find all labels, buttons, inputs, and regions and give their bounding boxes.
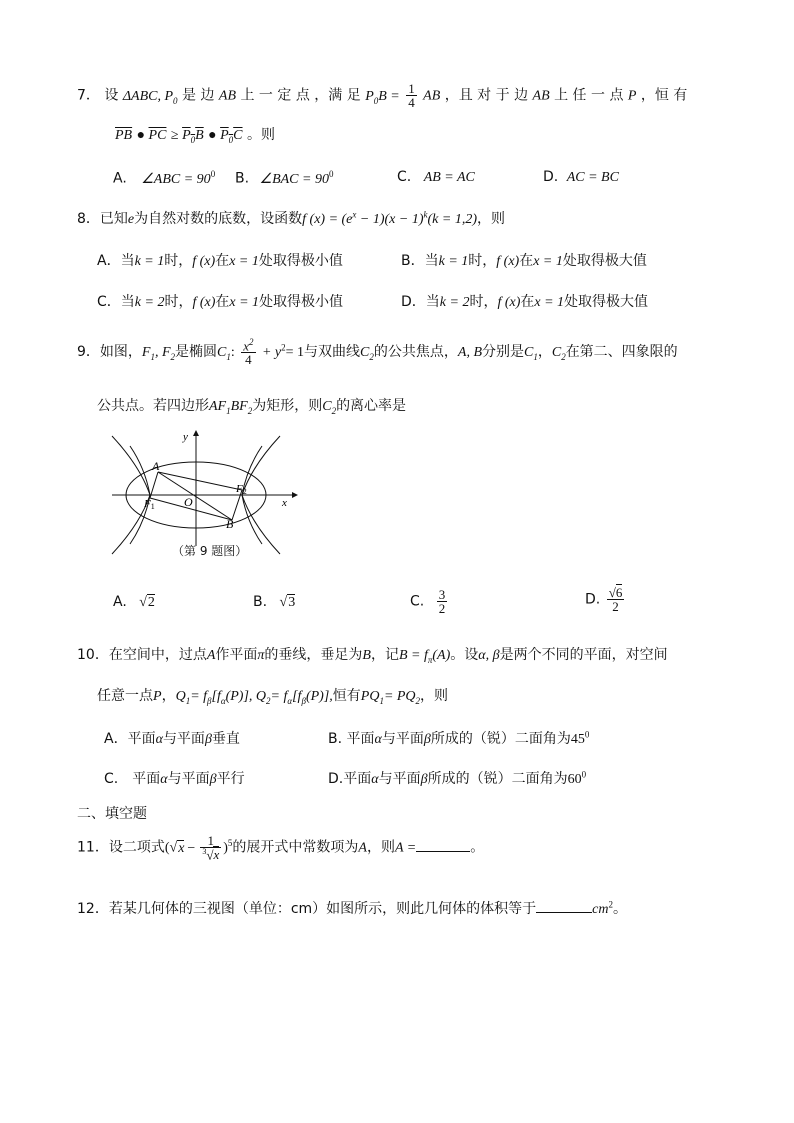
answer-blank[interactable]: [536, 912, 592, 913]
answer-blank[interactable]: [416, 851, 470, 852]
question-number: 8．: [77, 211, 100, 227]
segment-ab: AB: [423, 88, 441, 104]
q7-option-b[interactable]: B. ∠BAC = $90^0$: [235, 169, 334, 187]
fraction-one-quarter: $\frac{1}{4}$: [408, 81, 415, 110]
segment-ab: AB: [532, 88, 550, 104]
function-definition: f $(x) = (e^x - 1)(x - 1)^k(k = 1,2)$: [302, 209, 478, 227]
q8-text: 为自然对数的底数，设函数: [134, 211, 303, 227]
q10-option-b[interactable]: B. 平面α与平面β所成的（锐）二面角为$45^0$: [328, 729, 590, 747]
question-12: 12．若某几何体的三视图（单位：cm）如图所示，则此几何体的体积等于 $cm^2$。: [77, 899, 627, 917]
label-a: A: [152, 459, 160, 473]
vector-pc: $\overline{PC}$: [148, 128, 167, 143]
question-9: 9．如图，$F_1$, $F_2$是椭圆$C_1$: $\frac{x^2}{4}$ + $y^2= 1$与双曲线$C_2$的公共焦点，A, B分别是$C_1$，$C_2$在第二、四象限的: [77, 337, 678, 368]
q8-option-b[interactable]: B．当k = 1时，f (x)在x = 1处取得极大值: [401, 253, 647, 269]
q8-text: 已知: [99, 211, 128, 227]
q10-line2: 任意一点P，$Q_1= f_\beta[f_\alpha(P)]$, $Q_2= f_\alpha[f_\beta(P)]$,恒有$PQ_1= PQ_2$，则: [97, 688, 449, 706]
label-f2: F2: [236, 483, 247, 496]
vector-pb: $\overline{PB}$: [115, 128, 133, 143]
question-number: 9．: [77, 344, 100, 361]
q7-text: ，且 对 于 边: [444, 87, 529, 104]
point-p: P: [627, 88, 637, 104]
ellipse-c1: $C_1$: [217, 345, 231, 362]
option-label: C.: [397, 169, 412, 185]
x-axis-arrow: [292, 492, 298, 498]
question-number: 11．: [77, 839, 109, 856]
label-o: O: [184, 495, 193, 509]
q10-option-d[interactable]: D.平面α与平面β所成的（锐）二面角为$60^0$: [328, 769, 587, 787]
diagonal-ab: [158, 472, 232, 520]
q7-text: ，恒 有: [640, 87, 688, 104]
q8-option-d[interactable]: D．当k = 2时，f (x)在x = 1处取得极大值: [401, 294, 649, 310]
option-label: A.: [113, 170, 127, 187]
question-7: [77, 82, 687, 109]
vector-p0b: $P_0B$: [182, 128, 204, 145]
q7-option-a[interactable]: A. ∠ABC = $90^0$: [113, 169, 216, 187]
q10-option-c[interactable]: C. 平面α与平面β平行: [104, 771, 245, 787]
question-number: 10．: [77, 647, 109, 663]
q7-inequality: $\overline{PB}$ ● $\overline{PC} \ge P_0B$ ● $P_0C$ 。则: [115, 127, 275, 145]
q9-option-a[interactable]: A. √2: [113, 594, 155, 610]
q9-line2: 公共点。若四边形$AF_1BF_2$为矩形，则$C_2$的离心率是: [97, 398, 407, 416]
option-text: AB = AC: [423, 170, 475, 185]
q7-option-d[interactable]: [543, 169, 619, 186]
question-number: 7．: [77, 87, 100, 104]
section-heading: 二、填空题: [77, 806, 147, 822]
option-label: D.: [543, 169, 559, 185]
hyperbola-c2: $C_2$: [360, 345, 374, 362]
q9-option-b[interactable]: B. √3: [253, 594, 296, 610]
q8-option-c[interactable]: C．当k = 2时，f (x)在x = 1处取得极小值: [97, 294, 344, 310]
q7-text: 是 边: [182, 87, 215, 104]
figure-caption: （第 9 题图）: [172, 544, 248, 558]
q7-text: 上 任 一 点: [554, 87, 624, 104]
q8-option-a[interactable]: A．当k = 1时，f (x)在x = 1处取得极小值: [97, 253, 343, 269]
vector-p0c: $P_0C$: [220, 128, 243, 145]
q9-figure: [110, 428, 300, 560]
y-axis-arrow: [193, 430, 199, 436]
q9-option-c[interactable]: C. $\frac{3}{2}$: [410, 587, 446, 616]
label-b: B: [226, 517, 234, 531]
option-label: B.: [235, 170, 250, 187]
label-x: x: [282, 497, 287, 509]
quadrilateral: $AF_1BF_2$: [209, 399, 253, 416]
q7-text: 。则: [246, 127, 275, 143]
q7-text: 设: [104, 87, 119, 104]
triangle-abc: ΔABC, $P_0$: [122, 88, 178, 106]
label-f1: F1: [144, 498, 155, 511]
symbol-e: e: [127, 212, 135, 227]
option-text: ∠BAC = 90: [259, 171, 329, 187]
question-10: 10．在空间中，过点A作平面π的垂线，垂足为B，记$B = f_\pi(A)$。设α, β是两个不同的平面，对空间: [77, 647, 668, 665]
question-number: 12．: [77, 901, 109, 917]
option-text: AC = BC: [566, 170, 619, 185]
option-text: ∠ABC = 90: [141, 171, 211, 187]
label-y: y: [183, 431, 188, 443]
foci: $F_1$, $F_2$: [141, 345, 176, 362]
fraction-x2-over-4: $\frac{x^2}{4}$: [243, 337, 254, 368]
q7-text: 上 一 定 点 ，满 足: [240, 87, 361, 104]
segment-ab: AB: [218, 88, 237, 104]
question-8: [77, 208, 505, 228]
q8-text: ，则: [477, 211, 506, 227]
q10-option-a[interactable]: A．平面α与平面β垂直: [104, 731, 240, 747]
p0b-expression: $P_0B$ =: [365, 88, 400, 106]
question-11: 11．设二项式(√x − $\frac{1}{^3√x}$ )$^5$的展开式中常数项为A，则A = 。: [77, 833, 485, 863]
q7-option-c[interactable]: [397, 169, 475, 186]
q9-option-d[interactable]: D. $\frac{√6}{2}$: [585, 585, 623, 614]
